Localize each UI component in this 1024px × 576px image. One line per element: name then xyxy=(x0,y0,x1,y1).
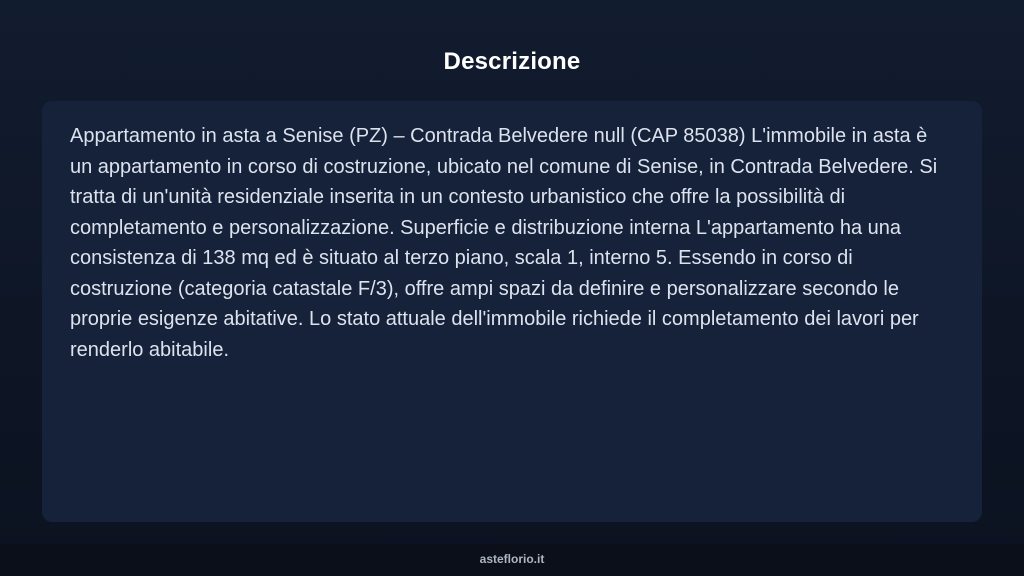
page-title: Descrizione xyxy=(443,48,581,75)
description-text: Appartamento in asta a Senise (PZ) – Contrada Belvedere null (CAP 85038) L'immobile in asta è un appartamento in corso di costruzione, ubicato nel comune di Senise, in Contrada Belvedere. Si tratta di un'unità residenziale inserita in un contesto urbanistico che offre la possibilità di completamento e personalizzazione. Superficie e distribuzione interna L'appartamento ha una consistenza di 138 mq ed è situato al terzo piano, scala 1, interno 5. Essendo in corso di costruzione (categoria catastale F/3), offre ampi spazi da definire e personalizzare secondo le proprie esigenze abitative. Lo stato attuale dell'immobile richiede il completamento dei lavori per renderlo abitabile. xyxy=(70,125,938,361)
footer-site-label: asteflorio.it xyxy=(479,552,545,566)
description-panel xyxy=(42,101,982,522)
footer-bar xyxy=(0,544,1024,576)
